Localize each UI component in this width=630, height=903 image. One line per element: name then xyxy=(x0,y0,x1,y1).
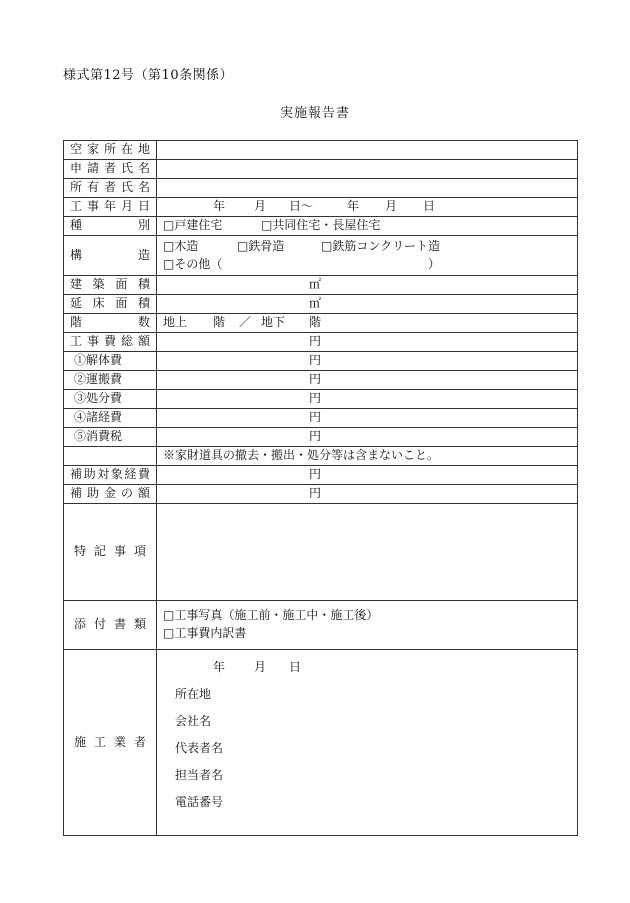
transport-cost-field[interactable] xyxy=(157,371,578,390)
checkbox-construction-photos[interactable]: □工事写真（施工前・施工中・施工後） xyxy=(163,608,379,622)
checkbox-cost-breakdown[interactable]: □工事費内訳書 xyxy=(163,626,247,640)
start-day-label: 日〜 xyxy=(289,199,314,213)
row-vacant-house-address xyxy=(64,141,578,160)
below-ground-label: 地下 xyxy=(261,315,286,329)
floor-unit: 階 xyxy=(213,315,226,329)
end-day-label: 日 xyxy=(423,199,436,213)
label-subsidy-amount: 補助金の額 xyxy=(64,485,157,504)
note-text: ※家財道具の撤去・搬出・処分等は含まないこと。 xyxy=(157,447,578,466)
sqm-unit: ㎡ xyxy=(309,296,322,310)
disposal-cost-field[interactable] xyxy=(157,390,578,409)
row-demolition-cost xyxy=(64,352,578,371)
row-subsidy-eligible-cost xyxy=(64,466,578,485)
construction-dates-field[interactable] xyxy=(157,198,578,217)
row-total-floor-area xyxy=(64,295,578,314)
contractor-company-label: 会社名 xyxy=(175,714,212,728)
row-attachments xyxy=(64,601,578,650)
start-month-label: 月 xyxy=(254,199,267,213)
row-disposal-cost xyxy=(64,390,578,409)
yen-unit: 円 xyxy=(309,467,322,481)
other-structure-close-paren: ） xyxy=(428,256,441,271)
checkbox-steel-frame[interactable]: □鉄骨造 xyxy=(237,238,285,253)
yen-unit: 円 xyxy=(309,372,322,386)
checkbox-reinforced-concrete[interactable]: □鉄筋コンクリート造 xyxy=(321,238,441,253)
consumption-tax-field[interactable] xyxy=(157,428,578,447)
yen-unit: 円 xyxy=(309,334,322,348)
row-subsidy-amount xyxy=(64,485,578,504)
owner-name-field[interactable] xyxy=(157,179,578,198)
yen-unit: 円 xyxy=(309,429,322,443)
label-floors: 階 数 xyxy=(64,314,157,333)
label-total-cost: 工事費総額 xyxy=(64,333,157,352)
special-notes-field[interactable] xyxy=(157,504,578,601)
checkbox-apartment-row-house[interactable]: □共同住宅・長屋住宅 xyxy=(261,218,381,232)
form-number: 様式第12号（第10条関係） xyxy=(63,68,234,83)
yen-unit: 円 xyxy=(309,391,322,405)
building-type-field xyxy=(157,217,578,236)
yen-unit: 円 xyxy=(309,353,322,367)
row-building-area xyxy=(64,276,578,295)
yen-unit: 円 xyxy=(309,410,322,424)
subsidy-eligible-cost-field[interactable] xyxy=(157,466,578,485)
checkbox-detached-house[interactable]: □戸建住宅 xyxy=(163,218,223,232)
label-owner-name: 所有者氏名 xyxy=(64,179,157,198)
row-transport-cost xyxy=(64,371,578,390)
label-disposal-cost: ③処分費 xyxy=(64,390,157,409)
contractor-field[interactable] xyxy=(157,650,578,836)
label-total-floor-area: 延床面積 xyxy=(64,295,157,314)
attachments-field xyxy=(157,601,578,650)
row-misc-expenses xyxy=(64,409,578,428)
slash-separator: ／ xyxy=(239,315,252,329)
contractor-contact-person-label: 担当者名 xyxy=(175,768,224,782)
row-owner-name xyxy=(64,179,578,198)
yen-unit: 円 xyxy=(309,486,322,500)
contractor-year-label: 年 xyxy=(213,660,226,674)
label-applicant-name: 申請者氏名 xyxy=(64,160,157,179)
label-attachments: 添付書類 xyxy=(64,601,157,650)
floor-unit: 階 xyxy=(309,315,322,329)
row-structure xyxy=(64,236,578,276)
start-year-label: 年 xyxy=(213,199,226,213)
structure-field xyxy=(157,236,578,276)
row-contractor xyxy=(64,650,578,836)
checkbox-other-structure[interactable]: □その他（ xyxy=(163,256,223,271)
checkbox-wooden[interactable]: □木造 xyxy=(163,238,199,253)
contractor-address-label: 所在地 xyxy=(175,687,212,701)
total-floor-area-field[interactable] xyxy=(157,295,578,314)
contractor-day-label: 日 xyxy=(289,660,302,674)
label-demolition-cost: ①解体費 xyxy=(64,352,157,371)
end-month-label: 月 xyxy=(385,199,398,213)
building-area-field[interactable] xyxy=(157,276,578,295)
label-construction-dates: 工事年月日 xyxy=(64,198,157,217)
vacant-house-address-field[interactable] xyxy=(157,141,578,160)
label-contractor: 施工業者 xyxy=(64,650,157,836)
report-form-table xyxy=(63,140,578,836)
row-applicant-name xyxy=(64,160,578,179)
row-building-type xyxy=(64,217,578,236)
applicant-name-field[interactable] xyxy=(157,160,578,179)
page-title: 実施報告書 xyxy=(279,106,350,121)
row-consumption-tax xyxy=(64,428,578,447)
row-note xyxy=(64,447,578,466)
row-floors xyxy=(64,314,578,333)
total-cost-field[interactable] xyxy=(157,333,578,352)
label-subsidy-eligible-cost: 補助対象経費 xyxy=(64,466,157,485)
contractor-representative-label: 代表者名 xyxy=(175,741,224,755)
row-total-cost xyxy=(64,333,578,352)
contractor-month-label: 月 xyxy=(254,660,267,674)
label-consumption-tax: ⑤消費税 xyxy=(64,428,157,447)
label-building-area: 建築面積 xyxy=(64,276,157,295)
end-year-label: 年 xyxy=(347,199,360,213)
subsidy-amount-field[interactable] xyxy=(157,485,578,504)
contractor-phone-label: 電話番号 xyxy=(175,795,224,809)
sqm-unit: ㎡ xyxy=(309,277,322,291)
misc-expenses-field[interactable] xyxy=(157,409,578,428)
label-misc-expenses: ④諸経費 xyxy=(64,409,157,428)
label-structure: 構 造 xyxy=(64,236,157,276)
above-ground-label: 地上 xyxy=(163,315,188,329)
label-special-notes: 特記事項 xyxy=(64,504,157,601)
label-transport-cost: ②運搬費 xyxy=(64,371,157,390)
row-special-notes xyxy=(64,504,578,601)
row-construction-dates xyxy=(64,198,578,217)
floors-field[interactable] xyxy=(157,314,578,333)
demolition-cost-field[interactable] xyxy=(157,352,578,371)
label-building-type: 種 別 xyxy=(64,217,157,236)
note-empty-cell xyxy=(64,447,157,466)
label-vacant-house-address: 空家所在地 xyxy=(64,141,157,160)
